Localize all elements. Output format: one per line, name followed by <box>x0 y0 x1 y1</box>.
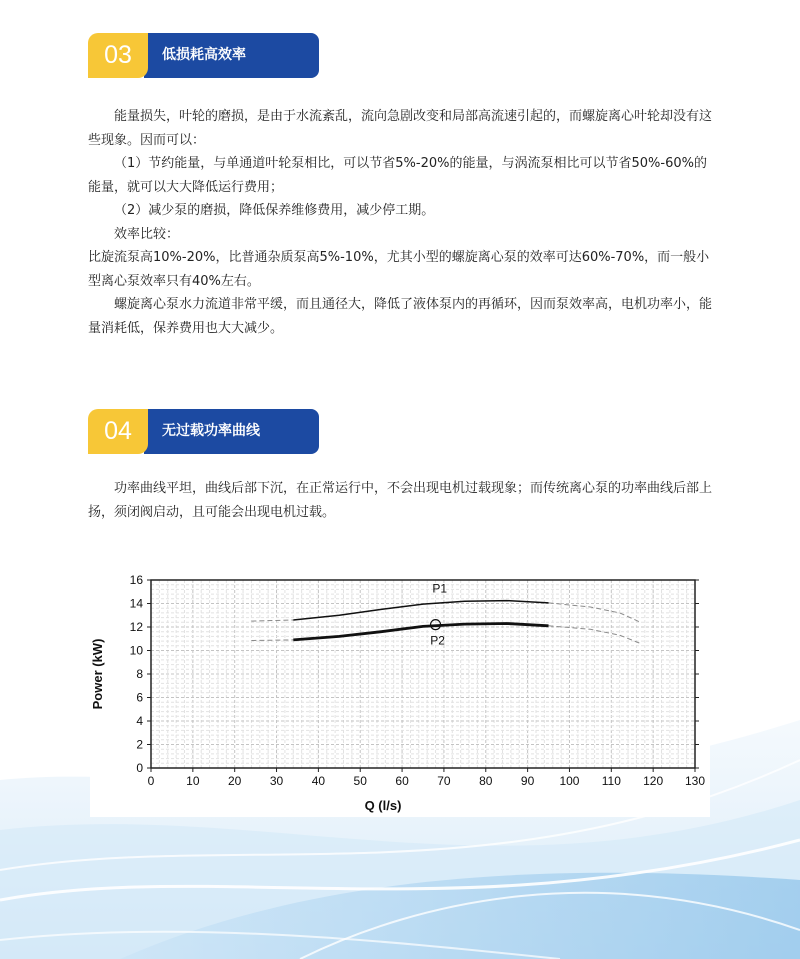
paragraph: 螺旋离心泵水力流道非常平缓，而且通径大，降低了液体泵内的再循环，因而泵效率高，电机功率小，能量消耗低，保养费用也大大减少。 <box>88 297 713 336</box>
section-04-header <box>88 409 319 454</box>
x-tick-label: 110 <box>601 774 621 788</box>
x-tick-label: 60 <box>395 774 409 788</box>
y-tick-label: 16 <box>129 573 143 587</box>
paragraph: （2）减少泵的磨损，降低保养维修费用，减少停工期。 <box>114 203 435 218</box>
y-tick-label: 2 <box>136 737 143 752</box>
paragraph: 比旋流泵高10%-20%，比普通杂质泵高5%-10%，尤其小型的螺旋离心泵的效率可达60%-70%，而一般小型离心泵效率只有40%左右。 <box>88 250 710 289</box>
paragraph: 能量损失，叶轮的磨损，是由于水流紊乱，流向急剧改变和局部高流速引起的，而螺旋离心叶轮却没有这些现象。因而可以： <box>88 109 713 148</box>
annotation-p2: P2 <box>430 633 445 648</box>
y-axis-title: Power (kW) <box>90 638 105 710</box>
paragraph: 效率比较： <box>114 226 180 242</box>
y-tick-label: 8 <box>136 667 143 681</box>
section-number-badge: 03 <box>88 33 148 78</box>
x-tick-label: 20 <box>228 774 242 788</box>
x-tick-label: 120 <box>643 774 664 788</box>
paragraph: 功率曲线平坦，曲线后部下沉，在正常运行中，不会出现电机过载现象；而传统离心泵的功率曲线后部上扬，须闭阀启动，且可能会出现电机过载。 <box>88 481 713 520</box>
x-tick-label: 70 <box>437 774 451 788</box>
x-tick-label: 0 <box>147 774 155 788</box>
paragraph: （1）节约能量，与单通道叶轮泵相比，可以节省5%-20%的能量，与涡流泵相比可以节省50%-60%的能量，就可以大大降低运行费用； <box>88 156 707 195</box>
section-03-header <box>88 33 319 78</box>
x-tick-label: 130 <box>684 774 706 788</box>
y-tick-label: 4 <box>136 714 143 728</box>
x-axis-title: Q (l/s) <box>364 798 402 813</box>
x-tick-label: 30 <box>269 774 284 788</box>
y-tick-label: 10 <box>129 643 143 658</box>
section-03-body <box>88 105 714 340</box>
x-tick-label: 100 <box>559 774 580 788</box>
x-tick-label: 10 <box>186 774 200 788</box>
chart-svg <box>90 570 710 817</box>
x-tick-label: 50 <box>353 774 367 788</box>
y-tick-label: 14 <box>129 596 143 611</box>
y-tick-label: 12 <box>129 620 143 634</box>
series-p1-dashed-left <box>251 620 293 621</box>
series-p2-dashed-left <box>251 640 293 641</box>
x-tick-label: 90 <box>520 774 535 788</box>
section-title: 无过载功率曲线 <box>162 423 260 439</box>
power-curve-chart <box>90 570 710 817</box>
section-number-badge: 04 <box>88 409 148 454</box>
y-tick-label: 6 <box>136 690 143 705</box>
y-tick-label: 0 <box>136 761 143 775</box>
annotation-p1: P1 <box>432 581 448 596</box>
x-tick-label: 80 <box>479 774 493 788</box>
section-04-body <box>88 477 714 524</box>
x-tick-label: 40 <box>311 774 326 788</box>
section-title: 低损耗高效率 <box>162 47 246 63</box>
